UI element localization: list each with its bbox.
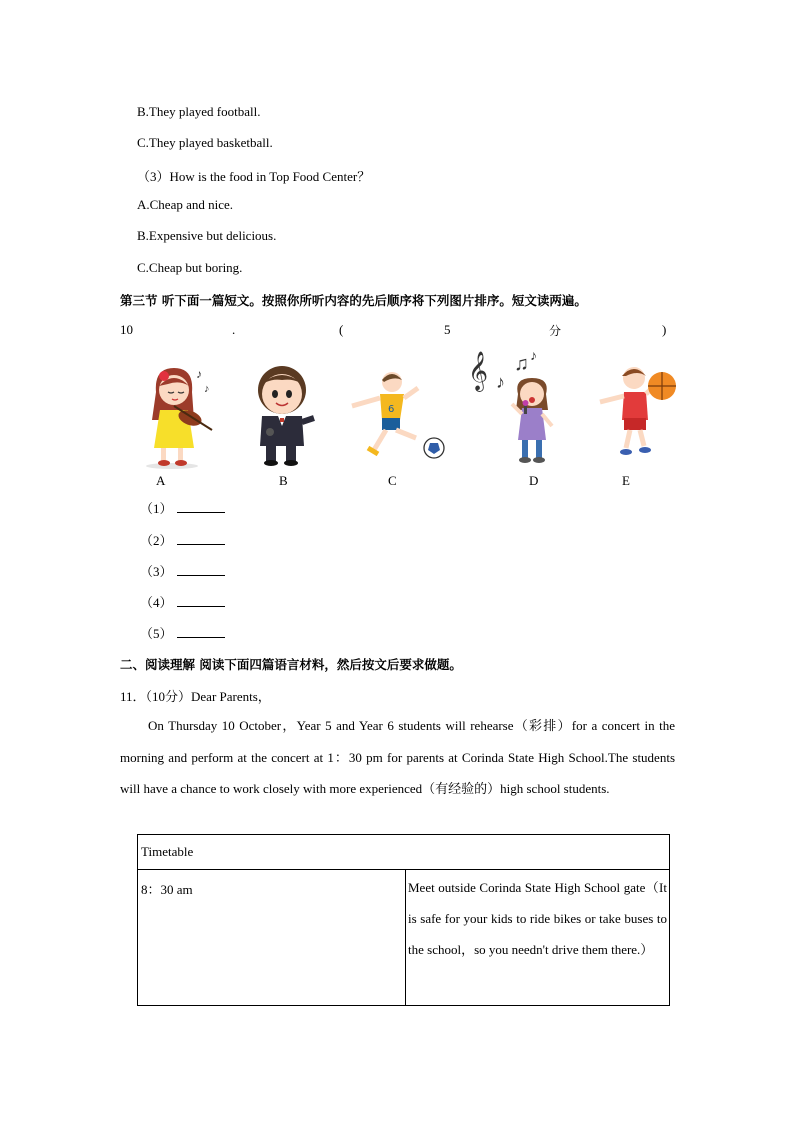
q9-sub3-option-c: C.Cheap but boring. [137, 260, 243, 275]
q9-sub3-question: （3）How is the food in Top Food Center？ [137, 169, 371, 184]
picture-label-c: C [388, 473, 397, 488]
svg-text:♫: ♫ [514, 353, 529, 375]
svg-text:6: 6 [388, 404, 395, 415]
answer-blank-1[interactable]: （1） [140, 498, 225, 517]
question-dot: . [232, 322, 236, 337]
q9-option-c: C.They played basketball. [137, 135, 273, 150]
q9-option-b: B.They played football. [137, 104, 261, 119]
picture-row [120, 348, 680, 493]
svg-text:♪: ♪ [196, 367, 202, 381]
boy-microphone-icon [246, 364, 316, 466]
svg-text:𝄞: 𝄞 [468, 353, 489, 390]
q9-sub3-option-a: A.Cheap and nice. [137, 197, 234, 212]
timetable-time: 8：30 am [138, 870, 406, 1006]
paren-open: ( [339, 322, 344, 337]
svg-text:♪: ♪ [530, 349, 537, 364]
answer-blank-5[interactable]: （5） [140, 623, 225, 642]
points-value: 5 [444, 322, 451, 337]
svg-text:♪: ♪ [204, 383, 210, 395]
timetable [137, 834, 670, 1006]
letter-paragraph: On Thursday 10 October，Year 5 and Year 6 students will rehearse（彩排）for a concert in the morning and perform at the concert at 1：30 pm for parents at Corinda State High School.The students will have a chance to work closely with more experienced（有经验的）high school students. [120, 718, 675, 796]
boy-basketball-icon [596, 364, 680, 462]
picture-label-a: A [156, 473, 166, 488]
boy-football-icon [348, 370, 452, 464]
timetable-activity: Meet outside Corinda State High School gate（It is safe for your kids to ride bikes or take buses to the school，so you needn't drive them there.） [406, 870, 670, 1006]
girl-singing-icon [466, 348, 562, 466]
picture-label-b: B [279, 473, 288, 488]
paren-close: ) [662, 322, 667, 337]
answer-blank-3[interactable]: （3） [140, 561, 225, 580]
points-unit: 分 [549, 324, 562, 338]
answer-blank-2[interactable]: （2） [140, 530, 225, 549]
timetable-title: Timetable [138, 835, 670, 870]
reading-heading: 二、阅读理解 阅读下面四篇语言材料，然后按文后要求做题。 [120, 657, 462, 672]
question-10-header [120, 322, 675, 340]
q9-sub3-option-b: B.Expensive but delicious. [137, 228, 277, 243]
question-11-intro: 11．（10分）Dear Parents， [120, 689, 271, 704]
section3-heading: 第三节 听下面一篇短文。按照你所听内容的先后顺序将下列图片排序。短文读两遍。 [120, 293, 587, 308]
question-number: 10 [120, 322, 133, 337]
picture-label-e: E [622, 473, 630, 488]
picture-label-d: D [529, 473, 539, 488]
girl-violin-icon [134, 362, 214, 470]
answer-blank-4[interactable]: （4） [140, 592, 225, 611]
svg-text:♪: ♪ [496, 372, 505, 392]
